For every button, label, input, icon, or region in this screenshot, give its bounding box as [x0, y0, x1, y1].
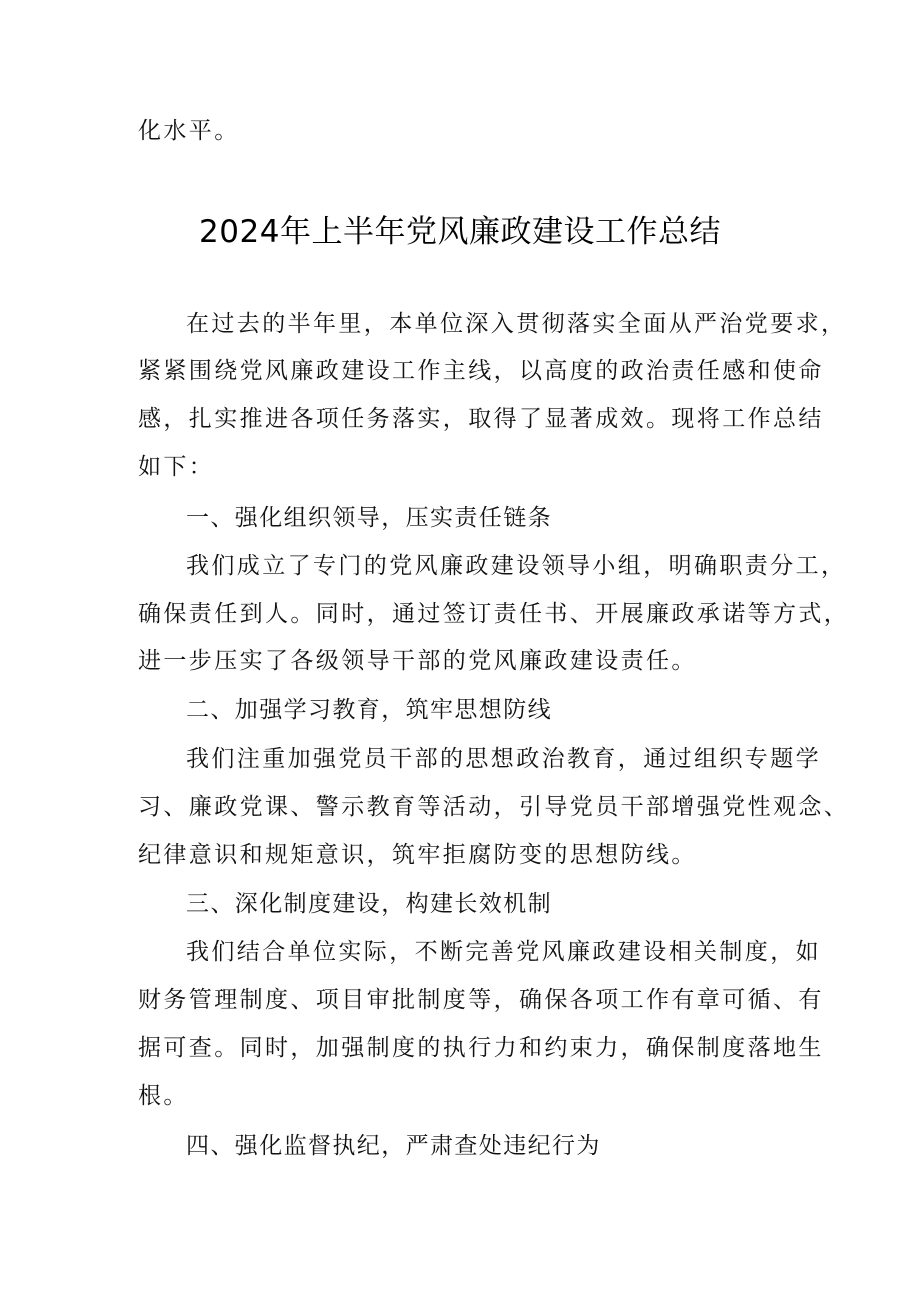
paragraph-line: 在过去的半年里，本单位深入贯彻落实全面从严治党要求， — [186, 311, 847, 337]
paragraph-line: 我们结合单位实际，不断完善党风廉政建设相关制度，如 — [186, 939, 821, 965]
section-heading: 一、强化组织领导，压实责任链条 — [186, 505, 552, 531]
paragraph-line: 紧紧围绕党风廉政建设工作主线，以高度的政治责任感和使命 — [138, 358, 824, 384]
paragraph-line: 如下： — [138, 454, 215, 480]
section-heading: 三、深化制度建设，构建长效机制 — [186, 891, 552, 917]
paragraph-line: 财务管理制度、项目审批制度等，确保各项工作有章可循、有 — [138, 987, 824, 1013]
document-title: 2024年上半年党风廉政建设工作总结 — [199, 214, 721, 250]
section-heading: 四、强化监督执纪，严肃查处违纪行为 — [186, 1133, 601, 1159]
paragraph-line: 根。 — [138, 1083, 189, 1109]
paragraph-line: 进一步压实了各级领导干部的党风廉政建设责任。 — [138, 648, 697, 674]
carryover-text: 化水平。 — [138, 118, 240, 144]
paragraph-line: 据可查。同时，加强制度的执行力和约束力，确保制度落地生 — [138, 1035, 824, 1061]
section-heading: 二、加强学习教育，筑牢思想防线 — [186, 697, 552, 723]
paragraph-line: 我们注重加强党员干部的思想政治教育，通过组织专题学 — [186, 746, 821, 772]
paragraph-line: 纪律意识和规矩意识，筑牢拒腐防变的思想防线。 — [138, 842, 697, 868]
paragraph-line: 习、廉政党课、警示教育等活动，引导党员干部增强党性观念、 — [138, 794, 850, 820]
paragraph-line: 感，扎实推进各项任务落实，取得了显著成效。现将工作总结 — [138, 406, 824, 432]
paragraph-line: 确保责任到人。同时，通过签订责任书、开展廉政承诺等方式， — [138, 601, 850, 627]
paragraph-line: 我们成立了专门的党风廉政建设领导小组，明确职责分工， — [186, 553, 847, 579]
